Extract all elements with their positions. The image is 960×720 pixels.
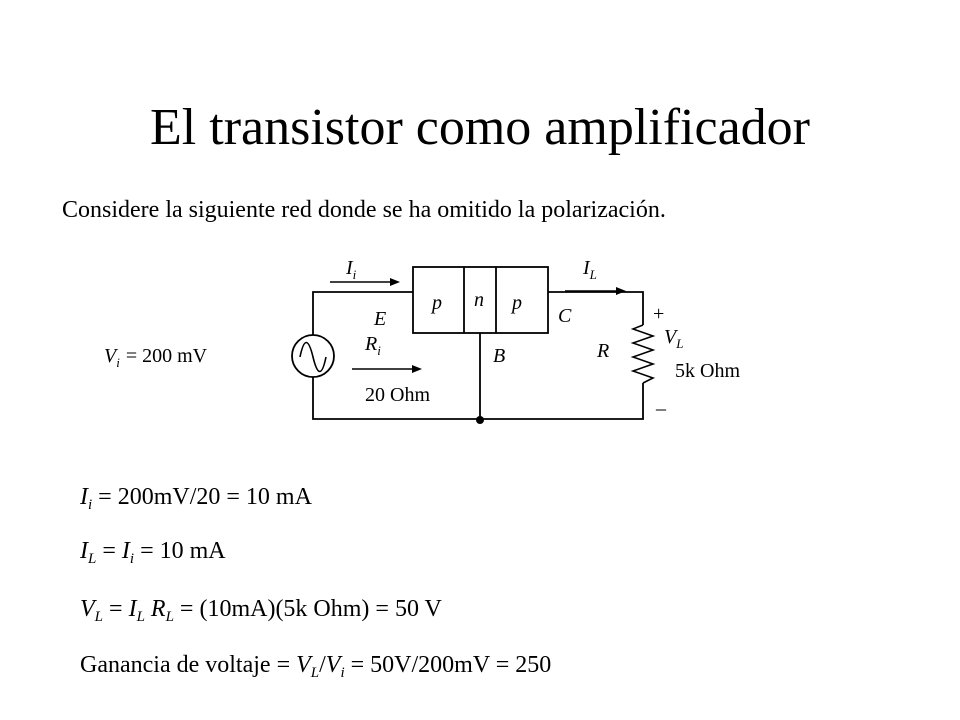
vi-label-sub: i [116,355,120,370]
emitter-label: E [374,308,387,330]
vl-label-sub: L [676,336,684,351]
equation-input-current: $I_i = 200mV/20 = 10$ mA [80,484,312,513]
p-region-left-label: p [432,292,442,314]
equation-voltage-gain: Ganancia de voltaje = $V_L/V_i = 50V/200mV = 250$ [80,652,552,681]
vi-value: = 200 mV [125,345,208,367]
equation-load-current: $I_L = I_i = 10$ mA [80,538,226,567]
collector-label: C [558,305,572,327]
vl-label: V [664,326,677,348]
wire-source-to-emitter [313,292,413,335]
ri-arrowhead-icon [412,365,422,373]
il-label: I [583,257,590,279]
circuit-wires [313,292,643,419]
svg-text:VL [664,326,683,351]
p-region-right-label: p [512,292,522,314]
svg-text:Vi= 200 mV [104,345,208,370]
intro-text: Considere la siguiente red donde se ha omitido la polarización. [62,197,666,223]
ac-voltage-source [292,335,334,377]
ii-label: I [346,257,353,279]
vi-label: V [104,345,117,367]
ii-label-sub: i [352,267,357,282]
ri-label: R [365,333,378,355]
load-resistor-icon [633,325,653,383]
ii-arrowhead-icon [390,278,400,286]
svg-text:Ii [345,257,357,282]
svg-text:Ri [364,333,381,358]
il-arrowhead-icon [616,287,626,295]
plus-sign: + [653,303,665,325]
minus-sign: _ [656,391,666,413]
svg-text:IL [582,257,597,282]
il-label-sub: L [589,267,597,282]
slide-title: El transistor como amplificador [150,99,810,156]
base-label: B [493,345,506,367]
equation-load-voltage: $V_L = I_L$ $R_L = (10mA)(5k$ Ohm) = 50 V [80,596,442,625]
r-label: R [597,340,610,362]
junction-dot [476,416,484,424]
ri-label-sub: i [377,343,381,358]
rl-value: 5k Ohm [675,360,740,382]
n-region-label: n [474,289,484,311]
wire-load-to-ground [313,377,643,419]
ri-value: 20 Ohm [365,384,430,406]
